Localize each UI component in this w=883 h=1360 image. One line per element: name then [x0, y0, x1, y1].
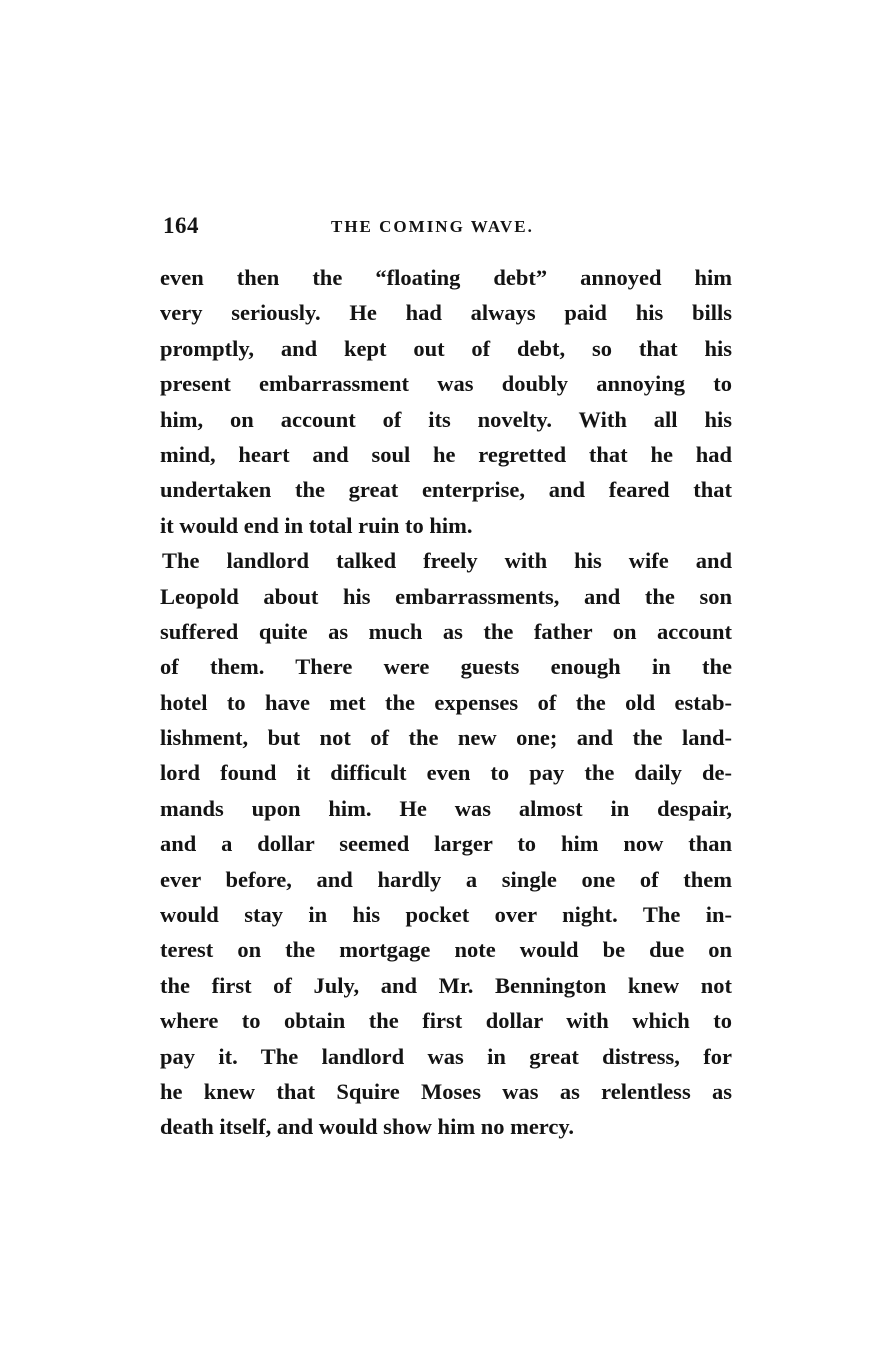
text-line: ever before, and hardly a single one of them: [160, 866, 732, 892]
body-text: [160, 260, 732, 1145]
text-line: mind, heart and soul he regretted that he had: [160, 441, 732, 467]
text-line: very seriously. He had always paid his bills: [160, 300, 732, 326]
text-line: terest on the mortgage note would be due on: [160, 937, 732, 963]
text-line: where to obtain the first dollar with which to: [160, 1008, 732, 1034]
text-line: him, on account of its novelty. With all his: [160, 406, 732, 432]
text-line: and a dollar seemed larger to him now than: [160, 831, 732, 857]
running-head: [163, 213, 733, 243]
running-title: THE COMING WAVE.: [331, 217, 534, 236]
text-line: present embarrassment was doubly annoying to: [160, 371, 732, 397]
text-line: lord found it difficult even to pay the daily de-: [160, 760, 732, 786]
text-line: would stay in his pocket over night. The in-: [160, 902, 732, 928]
text-line: lishment, but not of the new one; and the land-: [160, 725, 732, 751]
text-line: pay it. The landlord was in great distress, for: [160, 1043, 732, 1069]
text-line: promptly, and kept out of debt, so that his: [160, 335, 732, 361]
text-line: mands upon him. He was almost in despair,: [160, 795, 732, 821]
paragraph: [160, 260, 732, 543]
text-line: even then the “floating debt” annoyed him: [160, 265, 732, 290]
paragraph: [160, 543, 732, 1145]
text-line: hotel to have met the expenses of the old estab-: [160, 689, 732, 715]
text-line: it would end in total ruin to him.: [160, 512, 473, 538]
page-number: 164: [163, 213, 199, 238]
text-line: he knew that Squire Moses was as relentless as: [160, 1078, 732, 1104]
text-line: undertaken the great enterprise, and feared that: [160, 477, 732, 503]
text-line: the first of July, and Mr. Bennington knew not: [160, 972, 732, 998]
text-line: death itself, and would show him no mercy.: [160, 1114, 575, 1140]
text-line: The landlord talked freely with his wife and: [162, 548, 732, 574]
text-line: of them. There were guests enough in the: [160, 654, 732, 680]
text-line: suffered quite as much as the father on account: [160, 618, 732, 644]
text-line: Leopold about his embarrassments, and the son: [160, 583, 732, 609]
